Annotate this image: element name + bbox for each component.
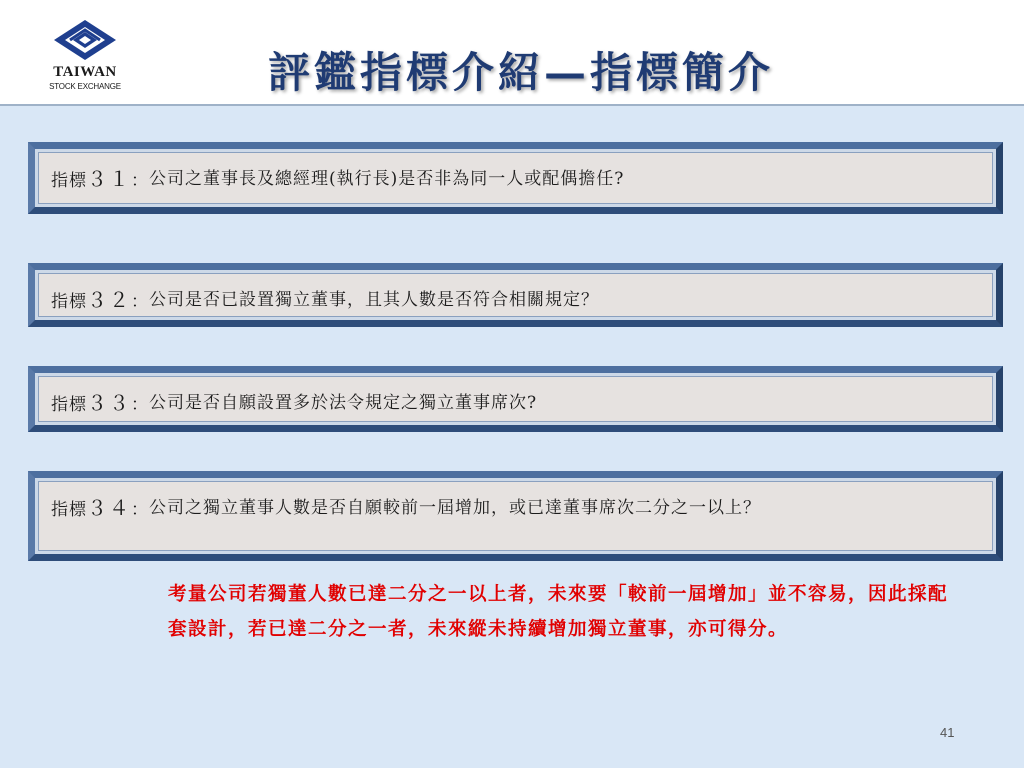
indicator-text: 公司是否自願設置多於法令規定之獨立董事席次? <box>149 393 538 413</box>
logo-name: TAIWAN <box>53 64 117 80</box>
indicator-number: ３３ <box>87 391 131 415</box>
note-text: 考量公司若獨董人數已達二分之一以上者，未來要「較前一屆增加」並不容易，因此採配套設計，若已達二分之一者，未來縱未持續增加獨立董事，亦可得分。 <box>168 584 949 640</box>
slide-header <box>0 0 1024 106</box>
indicator-label: 指標３２： <box>51 288 149 312</box>
indicator-32-box <box>28 263 1003 327</box>
page-number: 41 <box>940 725 955 740</box>
indicator-31-box <box>28 142 1003 214</box>
indicator-number: ３１ <box>87 167 131 191</box>
indicator-label: 指標３４： <box>51 496 149 520</box>
indicator-text: 公司之董事長及總經理(執行長)是否非為同一人或配偶擔任? <box>149 169 625 189</box>
indicator-number: ３４ <box>87 496 131 520</box>
indicator-33-box <box>28 366 1003 432</box>
indicator-34-box <box>28 471 1003 561</box>
logo-subtitle: STOCK EXCHANGE <box>49 82 121 91</box>
indicator-text: 公司是否已設置獨立董事，且其人數是否符合相關規定？ <box>149 290 599 310</box>
slide-title: 評鑑指標介紹—指標簡介 <box>268 48 775 97</box>
twse-emblem-icon <box>52 18 118 62</box>
indicator-label: 指標３３： <box>51 391 149 415</box>
indicator-text: 公司之獨立董事人數是否自願較前一屆增加，或已達董事席次二分之一以上？ <box>149 498 761 518</box>
indicator-label: 指標３１： <box>51 167 149 191</box>
twse-logo <box>40 18 130 98</box>
indicator-number: ３２ <box>87 288 131 312</box>
